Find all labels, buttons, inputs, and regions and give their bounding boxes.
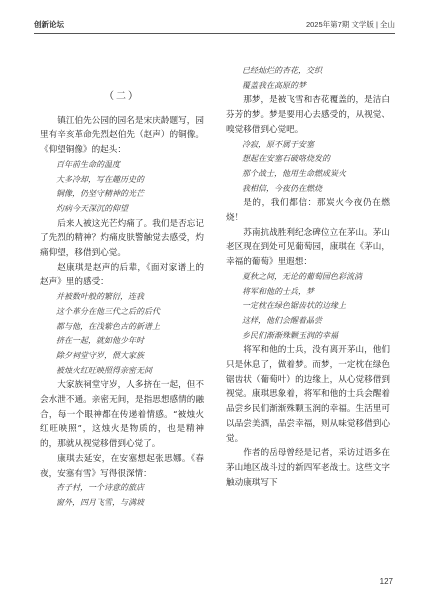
left-column-body: [40, 114, 204, 511]
paragraph: 将军和他的士兵，没有离开茅山，他们只是休息了，做着梦。而梦，一定枕在绿色锯齿状（葡萄叶）的边缘上，从心觉移借到视觉。康琪思象着，将军和他的士兵会醒着品尝乡民们渐渐殊颗玉润的幸福。生活里可以品尝美酒，品尝幸福，则从味觉移借到心觉。: [226, 345, 390, 444]
poem-line: 已经灿烂的杏花，交织: [242, 66, 322, 75]
right-column-body: [226, 64, 390, 490]
paragraph: 康琪去延安，在安塞想起张思娜。《春夜，安塞有雪》写得很深情：: [40, 453, 204, 479]
header-rule: [34, 33, 395, 34]
poem-line: 都与他，在浅紫色古的新谱上: [56, 321, 160, 331]
poem-line: 这样，他们会醒着晶尝: [242, 315, 322, 325]
paragraph: 那梦，是被飞雪和杏花覆盖的，是洁白芬芳的梦。梦是要用心去感受的，从视觉、嗅觉移借到心觉吧。: [226, 95, 390, 135]
poem-line: 窗外，四月飞雪，与满坡: [56, 497, 144, 507]
paragraph: 是的，我们都信：那炭火今夜仍在燃烧！: [226, 198, 390, 224]
poem-line: 并被数叶般的繁衍，连我: [56, 292, 144, 302]
poem-line: 杏子村，一个诗意的旅店: [56, 483, 144, 493]
poem-line: 灼病今天深沉的仰望: [56, 203, 128, 213]
poem-line: 一定枕在绿色锯齿状的边缘上: [242, 301, 346, 311]
page-number: 127: [379, 577, 393, 586]
poem-line: 冷寂，原不属于安塞: [242, 139, 314, 149]
poem-line: 覆盖我在高原的梦: [242, 80, 306, 90]
paragraph: 大家族祠堂守岁，人多挤在一起，但不会水泄不通。亲密无间，是指思想感情的融合，每一个眼神都在传递着情感。“被烛火红旺映照”，这烛火是物质的，也是精神的，那就从视觉移借到心觉了。: [40, 380, 204, 450]
poem-line: 想起在安塞石破咯烧发的: [242, 154, 330, 164]
section-label: 创新论坛: [34, 19, 64, 29]
issue-label: 2025年第7期 文学版 | 全山: [305, 19, 395, 29]
paragraph: 赵康琪是赵声的后辈，《面对家谱上的赵声》里的感受：: [40, 262, 204, 288]
poem-line: 挤在一起，就如他少年时: [56, 336, 144, 346]
left-column: [40, 86, 204, 511]
page-header: [34, 16, 395, 32]
paragraph: 镇江伯先公园的园名是宋庆龄题写，园里有辛亥革命先烈赵伯先（赵声）的铜像。《仰望铜像》的起头：: [40, 115, 204, 156]
poem-line: 这个革分在他三代之后的后代: [56, 306, 160, 316]
poem-line: 大多冷却，写在趣历史的: [56, 174, 144, 184]
poem-line: 除夕祠堂守岁，偎大家族: [56, 350, 144, 360]
poem-line: 被烛火红旺映照得亲密无间: [56, 365, 152, 375]
section-title: （二）: [104, 91, 140, 102]
poem-line: 那个战士，他用生命燃成炭火: [242, 168, 346, 178]
poem-line: 夏秋之间，无论的葡萄园色彩流淌: [242, 271, 362, 281]
poem-line: 将军和他的士兵，梦: [242, 286, 314, 296]
paragraph: 后来人被这光芒灼痛了。我们是否忘记了先烈的精神？灼痛皮肤警触觉去感受，灼痛仰望，移借到心觉。: [40, 218, 204, 259]
poem-line: 铜像，仍坚守精神的光芒: [56, 189, 144, 199]
poem-line: 我相信，今夜仍在燃烧: [242, 183, 322, 193]
paragraph: 苏南抗战胜利纪念碑位立在茅山。茅山老区现在到处可见葡萄园，康琪在《茅山，幸福的葡萄》里遐想：: [226, 227, 390, 268]
poem-line: 百年前生命的温度: [56, 159, 120, 169]
poem-line: 乡民们渐渐殊颗玉润的幸福: [242, 330, 338, 340]
right-column: [226, 64, 390, 490]
paragraph: 作者的岳母曾经是记者，采访过语多在茅山地区战斗过的新四军老战士。这些文字触动康琪写下: [226, 448, 390, 488]
